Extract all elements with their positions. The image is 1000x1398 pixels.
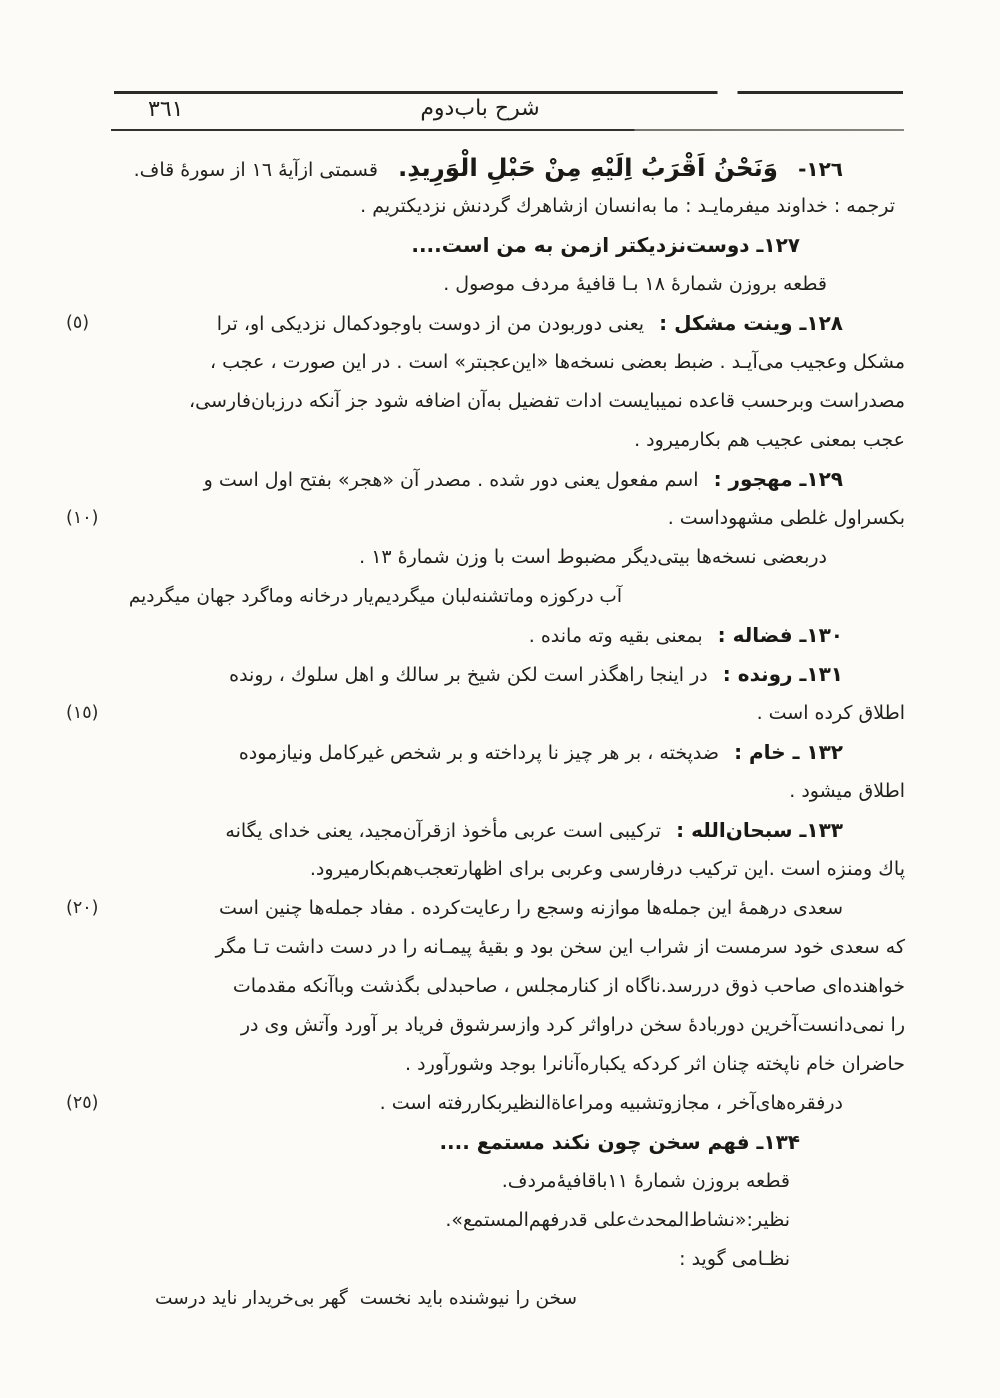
line-text: كه سعدی خود سرمست از شراب این سخن بود و بقیۀ پیمـانه را در دست داشت تـا مگر (215, 936, 905, 958)
line-text: مشكل وعجیب می‌آیـد . ضبط بعضی نسخه‌ها «این‌عجبتر» است . در این صورت ، عجب ، (209, 351, 905, 373)
line-text: در اینجا راهگذر است لكن شیخ بر سالك و اهل سلوك ، رونده (229, 664, 708, 686)
line-text: اسم مفعول یعنی دور شده . مصدر آن «هجر» بفتح اول است و (203, 469, 699, 491)
text-line (60, 694, 905, 733)
entry-term: ١٣١ـ رونده : (722, 662, 843, 686)
margin-line-number: (٢٠) (66, 898, 99, 918)
line-text: عجب بمعنی عجیب هم بكارمیرود . (634, 429, 905, 451)
margin-line-number: (٢٥) (66, 1093, 99, 1113)
margin-line-number: (١٥) (66, 703, 99, 723)
entry-129-line (60, 460, 905, 499)
line-text: تركیبی است عربی مأخوذ ازقرآن‌مجید، یعنی خدای یگانه (225, 820, 662, 842)
line-text: نظـامی گوید : (679, 1248, 790, 1270)
margin-line-number: (٥) (66, 313, 90, 333)
entry-132-line (60, 733, 905, 772)
hemistich-right: آب دركوزه وماتشنه‌لبان میگردیم (373, 586, 622, 607)
header-rule-top (114, 91, 903, 94)
line-text: حاضران خام ناپخته چنان اثر كردكه یكباره‌آنانرا بوجد وشورآورد . (405, 1053, 905, 1075)
text-line (60, 265, 905, 304)
entry-128-line (60, 304, 905, 343)
entry-126-line (60, 148, 905, 187)
line-text: پاك ومنزه است .این تركیب درفارسی وعربی برای اظهارتعجب‌هم‌بكارمیرود. (309, 858, 905, 880)
line-text: دربعضی نسخه‌ها بیتی‌دیگر مضبوط است با وزن شمارۀ ١٣ . (359, 546, 827, 568)
entry-term: ١٣٠ـ فضاله : (717, 623, 843, 647)
line-text: قطعه بروزن شمارۀ ١١باقافیۀ‌مردف. (501, 1170, 790, 1192)
entry-131-line (60, 655, 905, 694)
entry-133-line (60, 811, 905, 850)
entry-heading-text: ١٣۴ـ فهم سخن چون نكند مستمع .... (439, 1130, 800, 1154)
line-text: نظیر:«نشاط‌المحدث‌علی قدرفهم‌المستمع». (445, 1209, 790, 1231)
line-text: بمعنی بقیه وته مانده . (528, 625, 703, 647)
text-line (60, 538, 905, 577)
text-block (60, 148, 905, 1318)
text-line (60, 1006, 905, 1045)
hemistich-right: سخن را نیوشنده باید نخست (359, 1288, 577, 1309)
page-title: شرح باب‌دوم (420, 96, 540, 121)
text-line (60, 889, 905, 928)
entry-term: ١٢٨ـ وینت مشكل : (659, 311, 843, 335)
text-line (60, 499, 905, 538)
text-line (60, 1045, 905, 1084)
entry-term: ١٣٢ ـ خام : (734, 740, 843, 764)
line-text: ترجمه : خداوند میفرمایـد : ما به‌انسان ازشاهرك گردنش نزدیكتریم . (360, 195, 895, 217)
line-text: اطلاق كرده است . (756, 702, 905, 724)
entry-heading-text: ١٢٧ـ دوست‌نزدیكتر ازمن به من است.... (411, 233, 800, 257)
line-text: اطلاق میشود . (789, 780, 905, 802)
text-line (60, 1084, 905, 1123)
text-line (60, 382, 905, 421)
text-line (60, 928, 905, 967)
page-number: ٣٦١ (148, 97, 184, 122)
line-text: ضدپخته ، بر هر چیز نا پرداخته و بر شخص غیركامل ونیازموده (238, 742, 720, 764)
verse-couplet (60, 1279, 905, 1318)
entry-number: ١٢٦- (798, 157, 843, 181)
line-text: قسمتی ازآیۀ ١٦ از سورۀ قاف. (133, 159, 378, 181)
line-text: خواهنده‌ای صاحب ذوق دررسد.ناگاه از كنارمجلس ، صاحبدلی بگذشت وباآنكه مقدمات (232, 975, 905, 997)
text-line (60, 421, 905, 460)
hemistich-left: یار درخانه وماگرد جهان میگردیم (128, 586, 374, 607)
verse-couplet (60, 577, 905, 616)
text-line (60, 967, 905, 1006)
text-line (60, 1162, 905, 1201)
margin-line-number: (١٠) (66, 508, 99, 528)
line-text: مصدراست وبرحسب قاعده نمیبایست ادات تفضیل به‌آن اضافه شود جز آنكه درزبان‌فارسی، (189, 390, 905, 412)
line-text: درفقره‌های‌آخر ، مجازوتشبیه ومراعاةالنظیربكاررفته است . (379, 1092, 843, 1114)
text-line (60, 187, 905, 226)
entry-130-line (60, 616, 905, 655)
text-line (60, 850, 905, 889)
text-line (60, 1240, 905, 1279)
quran-quote: وَنَحْنُ اَقْرَبُ اِلَيْهِ مِنْ حَبْلِ الْوَرِيدِ. (398, 153, 779, 182)
text-line (60, 772, 905, 811)
line-text: سعدی درهمۀ این جمله‌ها موازنه وسجع را رعایت‌كرده . مفاد جمله‌ها چنین است (219, 897, 843, 919)
text-line (60, 1201, 905, 1240)
entry-134-heading (60, 1123, 905, 1162)
line-text: بكسراول غلطی مشهوداست . (667, 507, 905, 529)
line-text: را نمی‌دانست‌آخرین دوربادۀ سخن دراواثر كرد وازسرشوق فریاد بر آورد وآتش وی در (240, 1014, 905, 1036)
header-rule-bottom (111, 129, 904, 131)
entry-127-heading (60, 226, 905, 265)
text-line (60, 343, 905, 382)
line-text: یعنی دوربودن من از دوست باوجودكمال نزدیكی او، ترا (216, 313, 645, 335)
entry-term: ١٢٩ـ مهجور : (713, 467, 843, 491)
line-text: قطعه بروزن شمارۀ ١٨ بـا قافیۀ مردف موصول . (443, 273, 827, 295)
entry-term: ١٣٣ـ سبحان‌الله : (676, 818, 843, 842)
hemistich-left: گهر بی‌خریدار ناید درست (155, 1288, 348, 1309)
